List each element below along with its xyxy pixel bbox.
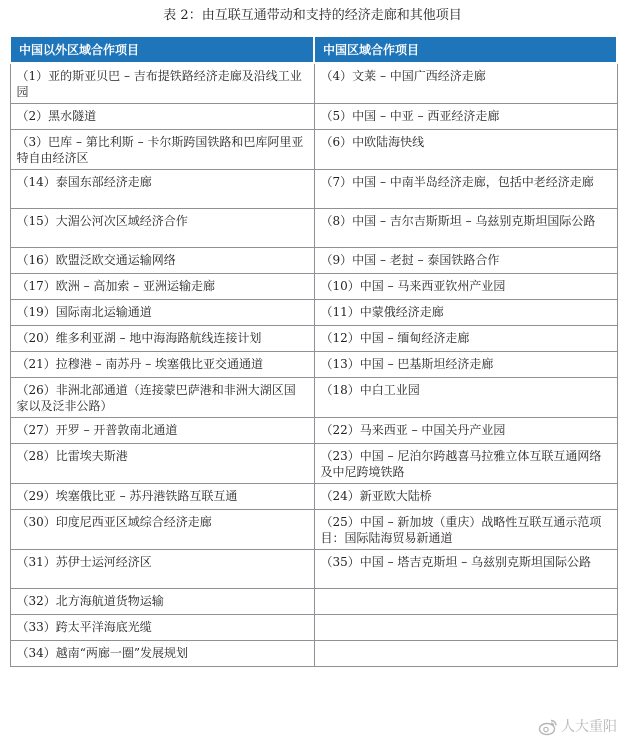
cell-outside-china: （33）跨太平洋海底光缆 (10, 615, 314, 641)
cell-china: （6）中欧陆海快线 (314, 130, 617, 170)
cell-outside-china: （30）印度尼西亚区域综合经济走廊 (10, 510, 314, 550)
table-row (10, 170, 617, 209)
table-row (10, 352, 617, 378)
table-row (10, 130, 617, 170)
table-row (10, 326, 617, 352)
cell-outside-china: （31）苏伊士运河经济区 (10, 550, 314, 589)
table-row (10, 615, 617, 641)
table-row (10, 300, 617, 326)
table-row (10, 274, 617, 300)
cell-china: （7）中国 – 中南半岛经济走廊，包括中老经济走廊 (314, 170, 617, 209)
cell-china: （22）马来西亚 – 中国关丹产业园 (314, 418, 617, 444)
cell-china: （4）文莱 – 中国广西经济走廊 (314, 63, 617, 104)
cell-outside-china: （1）亚的斯亚贝巴 – 吉布提铁路经济走廊及沿线工业园 (10, 63, 314, 104)
cell-china: （5）中国 – 中亚 – 西亚经济走廊 (314, 104, 617, 130)
watermark-text: 人大重阳 (561, 719, 617, 735)
cell-outside-china: （26）非洲北部通道（连接蒙巴萨港和非洲大湖区国家以及泛非公路） (10, 378, 314, 418)
cell-china (314, 589, 617, 615)
cell-outside-china: （34）越南“两廊一圈”发展规划 (10, 641, 314, 667)
cell-outside-china: （17）欧洲 – 高加索 – 亚洲运输走廊 (10, 274, 314, 300)
table-row (10, 63, 617, 104)
cell-china: （35）中国 – 塔吉克斯坦 – 乌兹别克斯坦国际公路 (314, 550, 617, 589)
header-outside-china: 中国以外区域合作项目 (10, 37, 314, 63)
table-row (10, 510, 617, 550)
table-row (10, 484, 617, 510)
cell-outside-china: （3）巴库 – 第比利斯 – 卡尔斯跨国铁路和巴库阿里亚特自由经济区 (10, 130, 314, 170)
cell-outside-china: （16）欧盟泛欧交通运输网络 (10, 248, 314, 274)
cell-china: （24）新亚欧大陆桥 (314, 484, 617, 510)
cell-outside-china: （15）大湄公河次区域经济合作 (10, 209, 314, 248)
cell-china: （12）中国 – 缅甸经济走廊 (314, 326, 617, 352)
cell-outside-china: （28）比雷埃夫斯港 (10, 444, 314, 484)
cell-outside-china: （14）泰国东部经济走廊 (10, 170, 314, 209)
cell-china (314, 641, 617, 667)
cell-china: （25）中国 – 新加坡（重庆）战略性互联互通示范项目：国际陆海贸易新通道 (314, 510, 617, 550)
cell-outside-china: （20）维多利亚湖 – 地中海海路航线连接计划 (10, 326, 314, 352)
table-row (10, 104, 617, 130)
projects-table (9, 37, 618, 667)
cell-outside-china: （32）北方海航道货物运输 (10, 589, 314, 615)
table-row (10, 418, 617, 444)
table-caption: 表 2：由互联互通带动和支持的经济走廊和其他项目 (163, 8, 462, 23)
header-china: 中国区域合作项目 (314, 37, 617, 63)
cell-china: （10）中国 – 马来西亚钦州产业园 (314, 274, 617, 300)
cell-china: （9）中国 – 老挝 – 泰国铁路合作 (314, 248, 617, 274)
table-row (10, 248, 617, 274)
table-header-row (10, 37, 617, 63)
cell-china: （18）中白工业园 (314, 378, 617, 418)
table-row (10, 444, 617, 484)
table-row (10, 641, 617, 667)
cell-china: （11）中蒙俄经济走廊 (314, 300, 617, 326)
cell-outside-china: （29）埃塞俄比亚 – 苏丹港铁路互联互通 (10, 484, 314, 510)
table-row (10, 378, 617, 418)
table-row (10, 209, 617, 248)
cell-outside-china: （19）国际南北运输通道 (10, 300, 314, 326)
cell-china (314, 615, 617, 641)
table-row (10, 589, 617, 615)
watermark (538, 717, 617, 737)
cell-outside-china: （2）黑水隧道 (10, 104, 314, 130)
table-row (10, 550, 617, 589)
cell-china: （8）中国 – 吉尔吉斯斯坦 – 乌兹别克斯坦国际公路 (314, 209, 617, 248)
cell-china: （13）中国 – 巴基斯坦经济走廊 (314, 352, 617, 378)
weibo-icon (538, 718, 558, 736)
cell-china: （23）中国 – 尼泊尔跨越喜马拉雅立体互联互通网络及中尼跨境铁路 (314, 444, 617, 484)
cell-outside-china: （27）开罗 – 开普敦南北通道 (10, 418, 314, 444)
cell-outside-china: （21）拉穆港 – 南苏丹 – 埃塞俄比亚交通通道 (10, 352, 314, 378)
